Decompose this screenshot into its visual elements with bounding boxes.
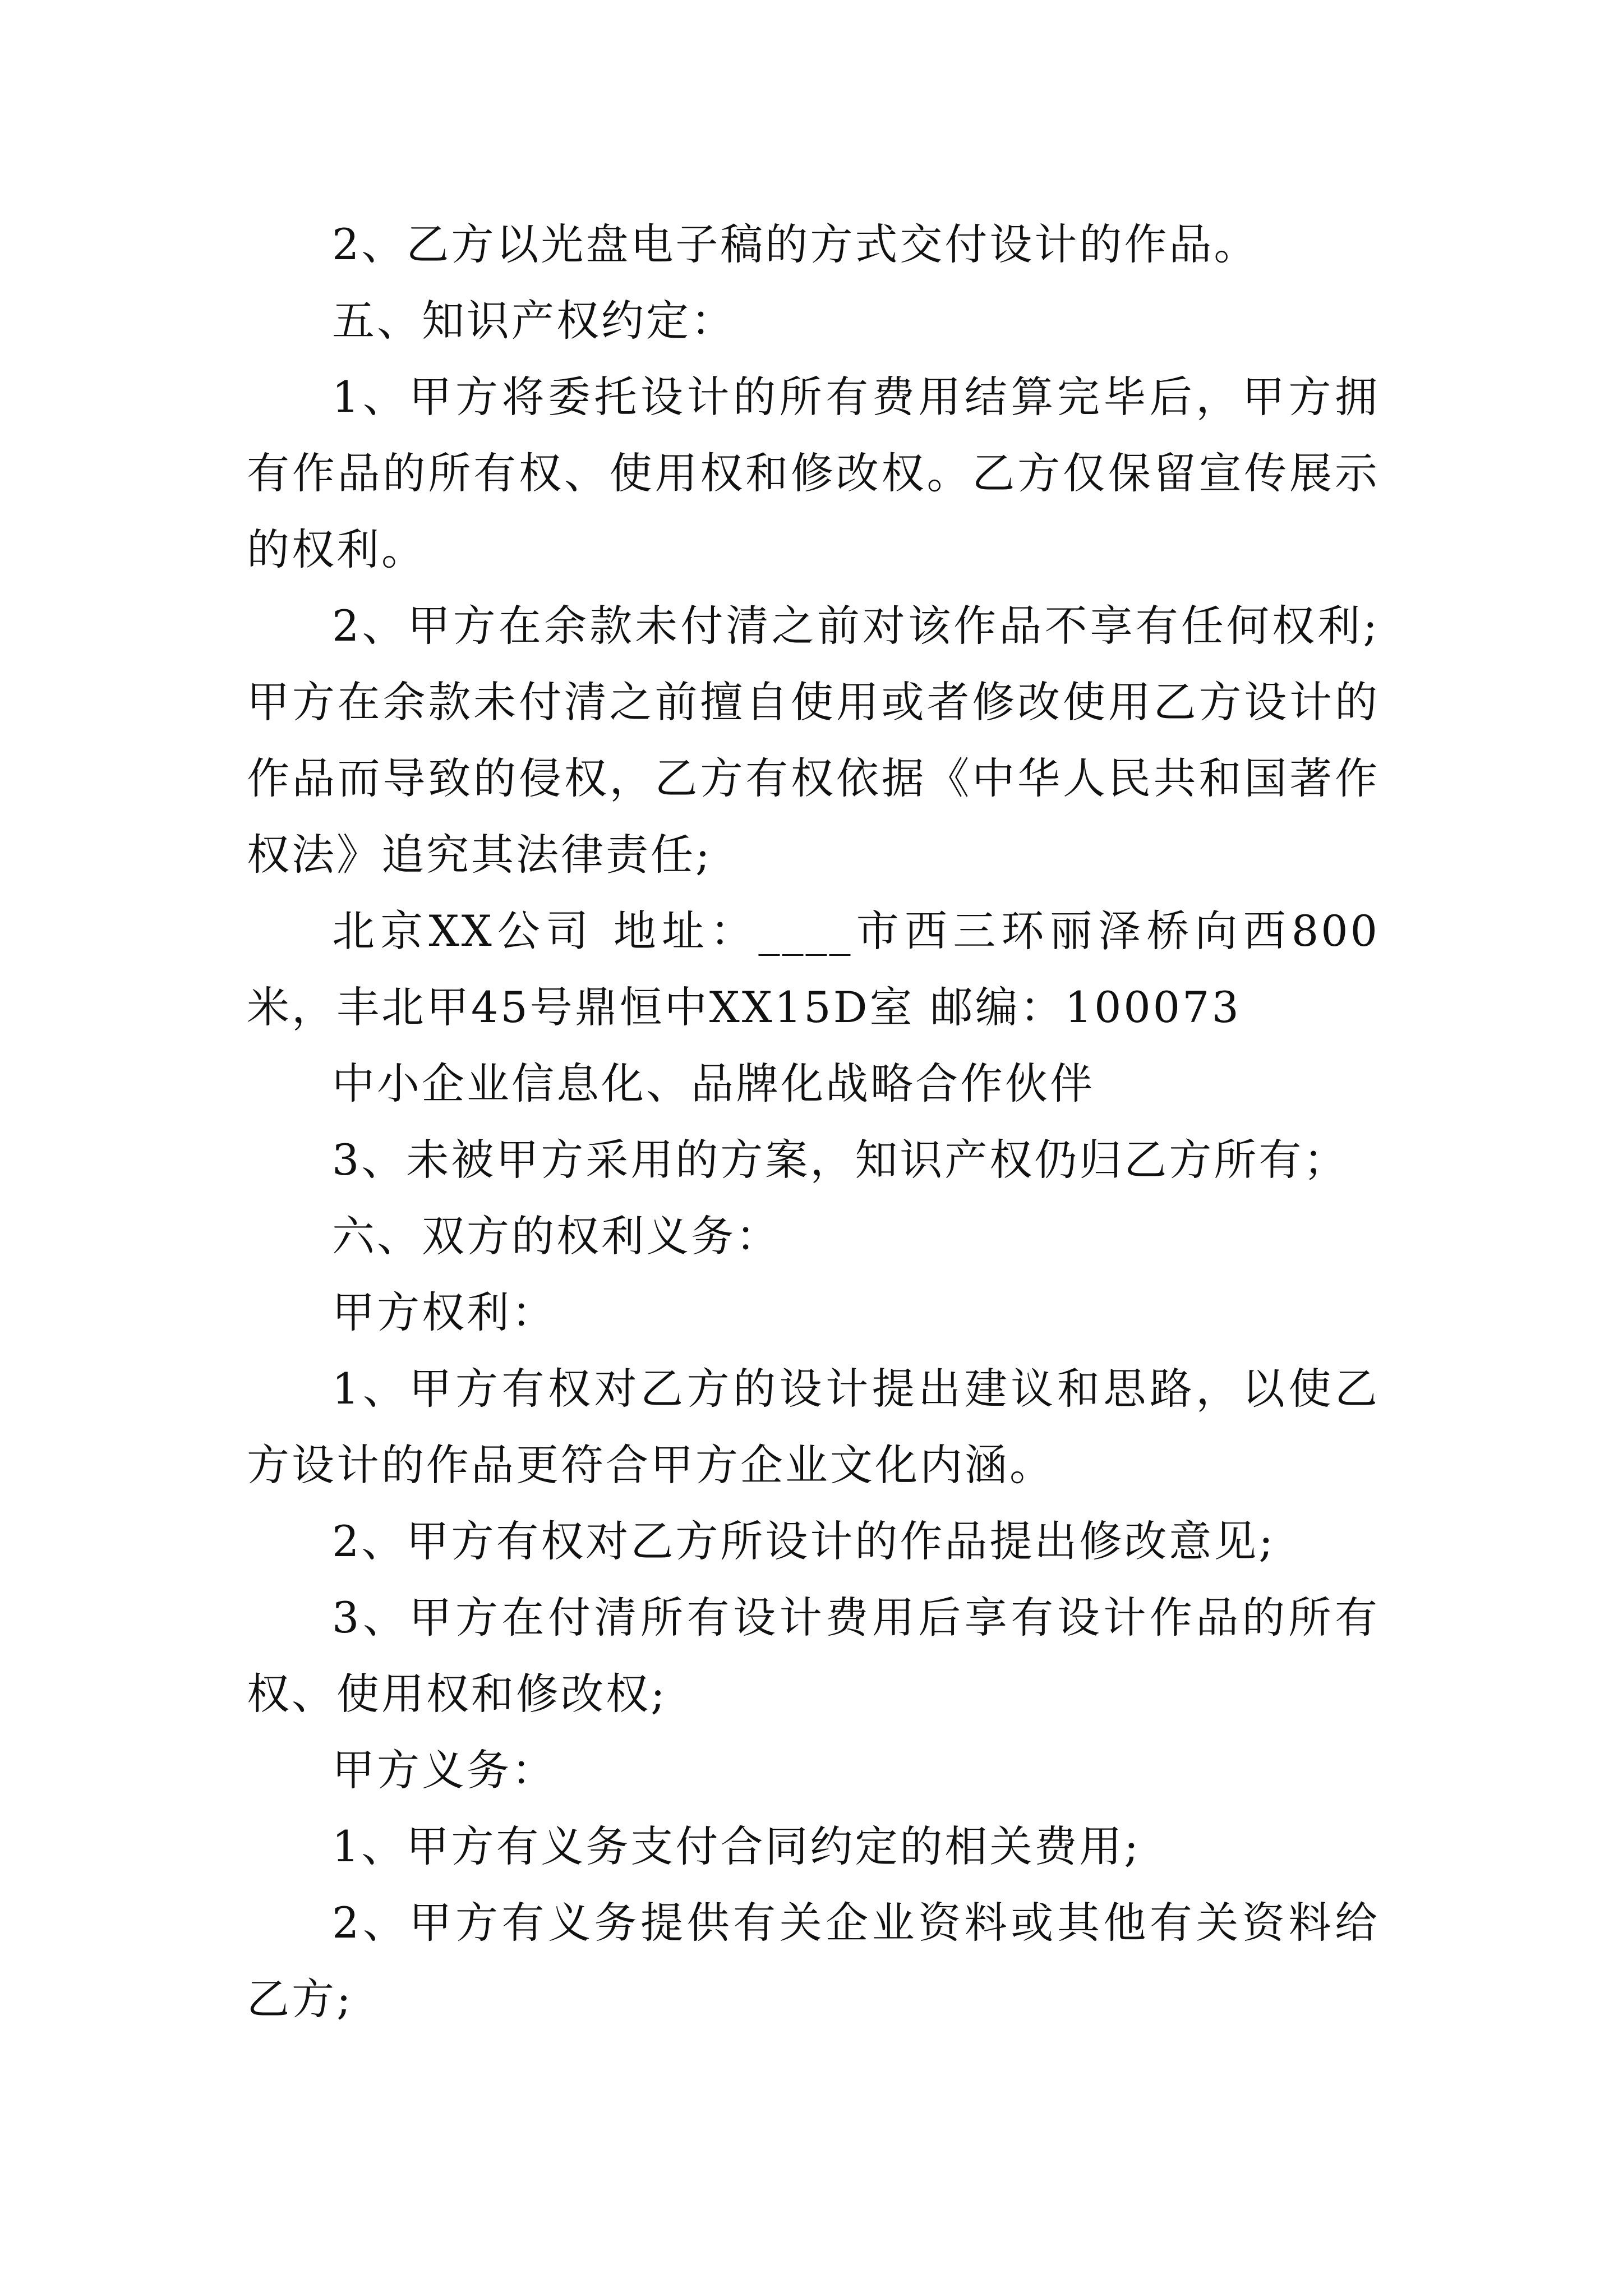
paragraph-rights-1: 1、甲方有权对乙方的设计提出建议和思路，以使乙方设计的作品更符合甲方企业文化内涵。: [247, 1364, 1380, 1490]
section-heading-rights: 六、双方的权利义务：: [332, 1211, 781, 1261]
document-body: [247, 206, 1380, 2037]
company-address: 北京XX公司 地址：____市西三环丽泽桥向西800米，丰北甲45号鼎恒中XX15D室 邮编：100073: [247, 906, 1380, 1032]
company-slogan: 中小企业信息化、品牌化战略合作伙伴: [332, 1059, 1095, 1108]
paragraph-rights-3: 3、甲方在付清所有设计费用后享有设计作品的所有权、使用权和修改权;: [247, 1593, 1380, 1719]
paragraph-obligations-1: 1、甲方有义务支付合同约定的相关费用;: [332, 1821, 1141, 1871]
paragraph-ip-1: 1、甲方将委托设计的所有费用结算完毕后，甲方拥有作品的所有权、使用权和修改权。乙方仅保留宣传展示的权利。: [247, 372, 1380, 574]
subheading-party-a-obligations: 甲方义务：: [332, 1745, 556, 1795]
section-heading-ip: 五、知识产权约定：: [332, 296, 736, 346]
paragraph-ip-3: 3、未被甲方采用的方案，知识产权仍归乙方所有；: [332, 1135, 1349, 1185]
subheading-party-a-rights: 甲方权利：: [332, 1287, 556, 1337]
paragraph-obligations-2: 2、甲方有义务提供有关企业资料或其他有关资料给乙方;: [247, 1898, 1380, 2024]
paragraph-rights-2: 2、甲方有权对乙方所设计的作品提出修改意见;: [332, 1516, 1275, 1566]
paragraph-ip-2: 2、甲方在余款未付清之前对该作品不享有任何权利;甲方在余款未付清之前擅自使用或者修改使用乙方设计的作品而导致的侵权，乙方有权依据《中华人民共和国著作权法》追究其法律责任;: [247, 601, 1380, 880]
paragraph-delivery: 2、乙方以光盘电子稿的方式交付设计的作品。: [332, 219, 1259, 269]
